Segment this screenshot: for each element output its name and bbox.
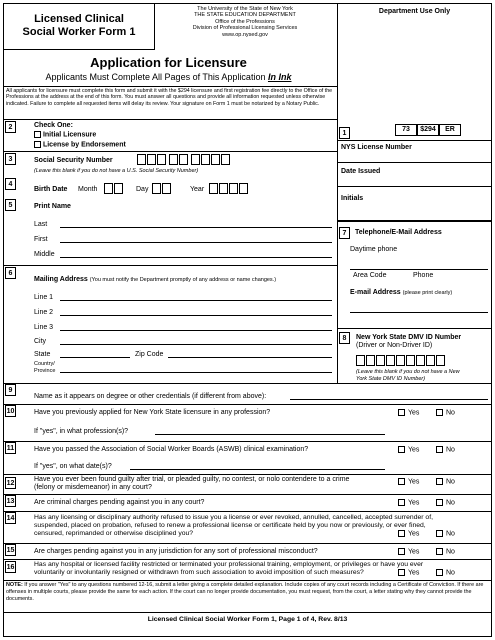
question-14-yes[interactable] [398, 530, 419, 538]
no-label: No [446, 530, 455, 538]
divider [3, 580, 492, 581]
yes-label: Yes [408, 548, 420, 556]
item-number: 7 [339, 227, 350, 239]
question-12-no[interactable] [436, 478, 455, 486]
divider [3, 511, 492, 512]
question-16-no[interactable] [436, 569, 455, 577]
item-number: 6 [5, 267, 16, 279]
subtitle-text: Applicants Must Complete All Pages of This Application [45, 72, 266, 82]
divider [3, 86, 337, 87]
item-number: 2 [5, 121, 16, 133]
no-label: No [446, 499, 455, 507]
endorsement-checkbox[interactable] [34, 141, 41, 148]
zip-code-label: Zip Code [135, 351, 164, 358]
email-note: (please print clearly) [402, 290, 453, 296]
subtitle [0, 72, 337, 83]
country-label [34, 361, 55, 374]
daytime-phone-field[interactable] [350, 269, 488, 270]
day-digit[interactable] [162, 183, 171, 194]
divider [3, 474, 492, 475]
month-digit[interactable] [114, 183, 123, 194]
nys-license-number-label: NYS License Number [341, 144, 412, 151]
ssn-digit[interactable] [201, 154, 210, 165]
no-label: No [446, 548, 455, 556]
question-15-text: Are charges pending against you in any jurisdiction for any sort of professional misconduct? [34, 548, 318, 555]
main-title: Application for Licensure [90, 55, 247, 70]
year-digit[interactable] [229, 183, 238, 194]
no-checkbox[interactable] [436, 446, 443, 453]
dept-code-1: 73 [395, 124, 417, 136]
zip-code-field[interactable] [168, 357, 332, 358]
question-16-line1: Has any hospital or licensed facility restricted or terminated your professional training, employment, or privileges or have you ever [34, 561, 424, 568]
agency-line: THE STATE EDUCATION DEPARTMENT [194, 12, 296, 19]
question-16-text [34, 561, 423, 577]
city-label: City [34, 338, 47, 345]
ssn-note: (Leave this blank if you do not have a U.S. Social Security Number) [34, 168, 199, 174]
question-14-line3: censured, reprimanded or otherwise disciplined you? [34, 530, 194, 537]
telephone-email-label: Telephone/E-Mail Address [355, 229, 442, 236]
question-13-text: Are criminal charges pending against you in any court? [34, 499, 205, 506]
state-field[interactable] [60, 357, 130, 358]
month-label: Month [78, 186, 98, 193]
yes-checkbox[interactable] [398, 569, 405, 576]
form-title-line2: Social Worker Form 1 [22, 26, 136, 38]
divider [3, 383, 492, 384]
mailing-address-note: (You must notify the Department promptly of any address or name changes.) [89, 277, 277, 283]
dmv-digit[interactable] [386, 355, 395, 366]
state-label: State [34, 351, 51, 358]
mailing-address-heading [34, 276, 276, 284]
divider [3, 441, 492, 442]
column-divider [337, 221, 338, 383]
yes-label: Yes [408, 569, 420, 577]
endorsement-label: License by Endorsement [42, 141, 126, 149]
day-digit[interactable] [152, 183, 161, 194]
item-number: 4 [5, 178, 16, 190]
ssn-digit[interactable] [221, 154, 230, 165]
question-15-yes[interactable] [398, 548, 419, 556]
dept-use-box [337, 3, 492, 221]
question-11-no[interactable] [436, 446, 455, 454]
divider [3, 119, 337, 120]
address-line2-field[interactable] [60, 315, 332, 316]
dmv-digit[interactable] [426, 355, 435, 366]
item-number: 5 [5, 199, 16, 211]
country-province-field[interactable] [60, 372, 332, 373]
birth-month-input[interactable] [104, 183, 124, 194]
ssn-digit[interactable] [137, 154, 146, 165]
middle-name-label: Middle [34, 251, 55, 258]
no-label: No [446, 446, 455, 454]
no-label: No [446, 478, 455, 486]
dept-line [337, 186, 492, 187]
question-10-no[interactable] [436, 409, 455, 417]
birth-day-input[interactable] [152, 183, 172, 194]
agency-line: www.op.nysed.gov [222, 31, 268, 38]
birth-date-label: Birth Date [34, 186, 68, 193]
month-digit[interactable] [104, 183, 113, 194]
first-name-label: First [34, 236, 48, 243]
dmv-digit[interactable] [376, 355, 385, 366]
initials-label: Initials [341, 195, 364, 202]
agency-line: Office of the Professions [215, 18, 275, 25]
yes-checkbox[interactable] [398, 548, 405, 555]
ssn-digit[interactable] [157, 154, 166, 165]
question-13-yes[interactable] [398, 499, 419, 507]
question-10-followup: If "yes", in what profession(s)? [34, 428, 129, 435]
question-11-yes[interactable] [398, 446, 419, 454]
date-issued-label: Date Issued [341, 168, 381, 175]
area-code-label: Area Code [353, 272, 387, 279]
question-10-followup-field[interactable] [155, 434, 385, 435]
yes-label: Yes [408, 478, 420, 486]
address-line1-field[interactable] [60, 300, 332, 301]
item-number: 8 [339, 332, 350, 344]
note-block [6, 582, 488, 602]
no-checkbox[interactable] [436, 499, 443, 506]
question-12-line1: Have you ever been found guilty after trial, or pleaded guilty, no contest, or nolo contendere to a crime [34, 476, 350, 483]
address-line2-label: Line 2 [34, 309, 54, 316]
form-title [3, 13, 155, 39]
intro-text: All applicants for licensure must complete this form and submit it with the $294 licensure and first registration fee directly to the Office of the Professions at the address at the end of this form. You must answer all questions and provide all information requested unless otherwise indicated. Failure to complete all requested items will delay its review. Your signature on Form 1 must be notarized by a Notary Public. [6, 88, 333, 107]
yes-label: Yes [408, 530, 420, 538]
endorsement-option[interactable] [34, 141, 126, 149]
question-14-no[interactable] [436, 530, 455, 538]
divider [3, 559, 492, 560]
yes-label: Yes [408, 409, 420, 417]
yes-label: Yes [408, 446, 420, 454]
dmv-digit[interactable] [396, 355, 405, 366]
ssn-digit[interactable] [147, 154, 156, 165]
year-digit[interactable] [239, 183, 248, 194]
divider [3, 494, 492, 495]
item-number: 12 [5, 477, 16, 489]
city-field[interactable] [60, 344, 332, 345]
note-text: If you answer "Yes" to any questions numbered 12-16, submit a letter giving a complete detailed explanation. Include copies of any court records including a Certificate of Conviction. If there are offenses in multiple courts, please provide the same for each action. If the court can no longer provide documentation, you must request, from the court, a letter stating why they cannot provide the documents. [6, 582, 484, 602]
note-label: NOTE: [6, 582, 23, 588]
yes-checkbox[interactable] [398, 499, 405, 506]
dept-fee: $294 [417, 124, 439, 136]
dmv-digit[interactable] [436, 355, 445, 366]
item-number: 3 [5, 153, 16, 165]
question-12-yes[interactable] [398, 478, 419, 486]
dmv-note-line1: (Leave this blank if you do not have a New [356, 369, 460, 375]
question-10-yes[interactable] [398, 409, 419, 417]
question-12-line2: (felony or misdemeanor) in any court? [34, 484, 152, 491]
yes-checkbox[interactable] [398, 409, 405, 416]
yes-label: Yes [408, 499, 420, 507]
last-name-label: Last [34, 221, 48, 228]
dept-line [337, 140, 492, 141]
dmv-note-line2: York State DMV ID Number) [356, 375, 426, 382]
check-one-label: Check One: [34, 122, 73, 129]
divider [3, 543, 492, 544]
yes-checkbox[interactable] [398, 530, 405, 537]
initial-licensure-label: Initial Licensure [42, 131, 97, 139]
dept-line [337, 162, 492, 163]
year-digit[interactable] [219, 183, 228, 194]
print-name-label: Print Name [34, 203, 71, 210]
question-15-no[interactable] [436, 548, 455, 556]
question-16-line2: voluntarily or involuntarily resigned or withdrawn from such association to avoid imposition of such measures? [34, 569, 364, 576]
address-line3-field[interactable] [60, 330, 332, 331]
dept-code-cells [395, 124, 461, 136]
initial-licensure-checkbox[interactable] [34, 131, 41, 138]
dmv-digit[interactable] [356, 355, 365, 366]
question-10-text: Have you previously applied for New York State licensure in any profession? [34, 409, 271, 416]
other-name-label: Name as it appears on degree or other credentials (if different from above): [34, 393, 267, 400]
day-label: Day [136, 186, 149, 193]
daytime-phone-label: Daytime phone [350, 246, 398, 253]
form-title-line1: Licensed Clinical [34, 13, 124, 25]
subtitle-in-ink: In Ink [267, 72, 292, 82]
divider [3, 612, 492, 613]
agency-line: Division of Professional Licensing Services [192, 25, 298, 32]
dept-use-only-label: Department Use Only [378, 8, 451, 15]
other-name-field[interactable] [290, 399, 488, 400]
agency-line: The University of the State of New York [197, 6, 293, 12]
agency-block [160, 6, 330, 38]
yes-checkbox[interactable] [398, 446, 405, 453]
no-checkbox[interactable] [436, 530, 443, 537]
question-12-text [34, 476, 349, 492]
middle-name-field[interactable] [60, 257, 332, 258]
year-digit[interactable] [209, 183, 218, 194]
ssn-digit[interactable] [191, 154, 200, 165]
ssn-digit[interactable] [211, 154, 220, 165]
email-address-label: E-mail Address [350, 289, 401, 296]
province-text: Province [34, 367, 56, 374]
question-14-line1: Has any licensing or disciplinary authority refused to issue you a license or ever revoked, annulled, cancelled, accepted surrender of, [34, 514, 433, 521]
initial-licensure-option[interactable] [34, 131, 96, 139]
address-line1-label: Line 1 [34, 294, 54, 301]
country-text: Country/ [34, 361, 55, 367]
question-14-text [34, 514, 433, 538]
birth-year-input[interactable] [209, 183, 249, 194]
mailing-address-label: Mailing Address [34, 276, 88, 283]
dmv-note [356, 369, 460, 382]
divider [3, 404, 492, 405]
question-14-line2: suspended, placed on probation, refused to renew a professional license or certificate held by you now or previously, or ever fined, [34, 522, 426, 529]
phone-label: Phone [413, 272, 434, 279]
no-checkbox[interactable] [436, 409, 443, 416]
no-label: No [446, 409, 455, 417]
yes-checkbox[interactable] [398, 478, 405, 485]
question-11-text: Have you passed the Association of Social Worker Boards (ASWB) clinical examination? [34, 446, 309, 453]
question-16-yes[interactable] [398, 569, 419, 577]
item-number: 16 [5, 561, 16, 573]
item-number: 11 [5, 442, 16, 454]
divider [3, 151, 337, 152]
item-number: 15 [5, 544, 16, 556]
dmv-digit[interactable] [416, 355, 425, 366]
item-number: 1 [339, 127, 350, 139]
dmv-id-input[interactable] [356, 355, 446, 366]
address-line3-label: Line 3 [34, 324, 54, 331]
question-13-no[interactable] [436, 499, 455, 507]
dmv-digit[interactable] [406, 355, 415, 366]
first-name-field[interactable] [60, 242, 332, 243]
dmv-digit[interactable] [366, 355, 375, 366]
no-checkbox[interactable] [436, 548, 443, 555]
ssn-input[interactable] [137, 154, 231, 165]
ssn-digit[interactable] [179, 154, 188, 165]
question-11-followup-field[interactable] [130, 469, 385, 470]
dept-code-2: ER [439, 124, 461, 136]
page-footer: Licensed Clinical Social Worker Form 1, Page 1 of 4, Rev. 8/13 [147, 616, 348, 623]
email-heading [350, 289, 452, 297]
item-number: 13 [5, 495, 16, 507]
last-name-field[interactable] [60, 227, 332, 228]
item-number: 14 [5, 512, 16, 524]
year-label: Year [190, 186, 205, 193]
no-checkbox[interactable] [436, 569, 443, 576]
item-number: 9 [5, 384, 16, 396]
divider [3, 265, 337, 266]
ssn-label: Social Security Number [34, 157, 113, 164]
question-11-followup: If "yes", on what date(s)? [34, 463, 112, 470]
dmv-subtitle: (Driver or Non-Driver ID) [356, 342, 433, 349]
divider [337, 221, 492, 222]
divider [337, 328, 492, 329]
no-label: No [446, 569, 455, 577]
no-checkbox[interactable] [436, 478, 443, 485]
ssn-digit[interactable] [169, 154, 178, 165]
email-field[interactable] [350, 312, 488, 313]
item-number: 10 [5, 405, 16, 417]
dmv-title: New York State DMV ID Number [356, 334, 462, 341]
